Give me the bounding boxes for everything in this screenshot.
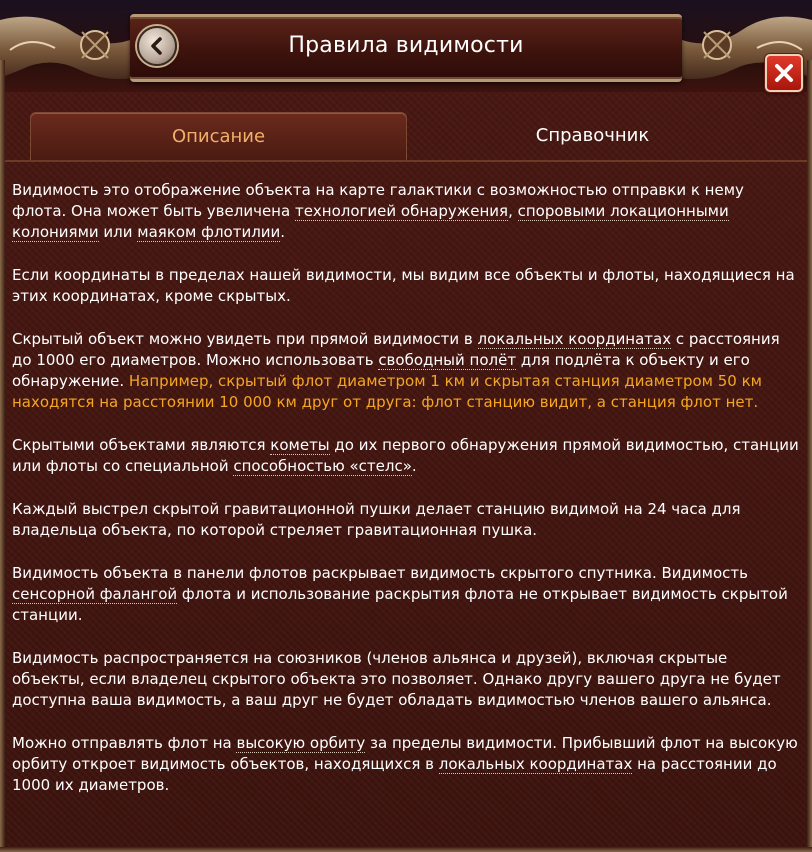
link-local-coordinates[interactable]: локальных координатах — [477, 330, 672, 348]
link-high-orbit[interactable]: высокую орбиту — [236, 734, 366, 752]
window-border-left — [0, 60, 5, 852]
paragraph-high-orbit — [12, 733, 802, 796]
paragraph-fleet-panel — [12, 563, 802, 626]
tab-divider — [5, 160, 807, 162]
paragraph-text: Можно отправлять флот на — [12, 734, 237, 752]
tab-description[interactable] — [30, 112, 407, 161]
paragraph-text: до их первого обнаружения прямой видимостью, станции или флоты со специальной — [12, 436, 799, 475]
tab-reference[interactable] — [405, 112, 780, 160]
window-title: Правила видимости — [288, 33, 524, 58]
link-local-coordinates-2[interactable]: локальных координатах — [438, 755, 633, 773]
link-flotilla-beacon[interactable]: маяком флотилии — [137, 223, 281, 241]
paragraph-text: . — [411, 457, 417, 475]
example-highlight: Например, скрытый флот диаметром 1 км и скрытая станция диаметром 50 км находятся на расстоянии 10 000 км друг от друга: флот станцию видит, а станция флот нет. — [12, 372, 762, 411]
tab-bar — [0, 112, 812, 162]
paragraph-visibility-definition — [12, 180, 802, 243]
paragraph-text: за пределы видимости. Прибывший флот на высокую орбиту откроет видимость объектов, находящихся в — [12, 734, 798, 773]
paragraph-text: Видимость объекта в панели флотов раскрывает видимость скрытого спутника. Видимость — [12, 564, 748, 582]
window-border-bottom — [0, 847, 812, 852]
paragraph-text: . — [280, 223, 286, 241]
close-button[interactable] — [765, 54, 803, 92]
link-comets[interactable]: кометы — [270, 436, 330, 454]
paragraph-text: на расстоянии до 1000 их диаметров. — [12, 755, 777, 794]
close-icon — [773, 62, 795, 84]
paragraph-hidden-object-types — [12, 435, 802, 477]
paragraph-text: , — [508, 202, 518, 220]
paragraph-allies-visibility: Видимость распространяется на союзников (членов альянса и друзей), включая скрытые объекты, если владелец скрытого объекта это позволяет. Однако другу вашего друга не будет доступна ваша видимость, а ваш друг не будет обладать видимостью членов вашего альянса. — [12, 649, 781, 709]
window-border-right — [807, 60, 812, 852]
paragraph-text: или — [98, 223, 138, 241]
paragraph-text: Скрытыми объектами являются — [12, 436, 271, 454]
paragraph-gravity-cannon: Каждый выстрел скрытой гравитационной пушки делает станцию видимой на 24 часа для владельца объекта, по которой стреляет гравитационная пушка. — [12, 500, 741, 539]
paragraph-text: для подлёта к объекту и его обнаружение. — [12, 351, 750, 390]
tab-reference-label: Справочник — [535, 125, 650, 146]
paragraph-text: с расстояния до 1000 его диаметров. Можно использовать — [12, 330, 780, 369]
paragraph-text: флота и использование раскрытия флота не открывает видимость скрытой станции. — [12, 585, 788, 624]
link-stealth-ability[interactable]: способностью «стелс» — [233, 457, 412, 475]
link-free-flight[interactable]: свободный полёт — [378, 351, 517, 369]
back-button[interactable] — [137, 26, 177, 66]
link-detection-technology[interactable]: технологией обнаружения — [294, 202, 509, 220]
paragraph-text: Скрытый объект можно увидеть при прямой видимости в — [12, 330, 478, 348]
tab-description-label: Описание — [171, 126, 266, 147]
header-ornament-left — [0, 0, 150, 90]
link-spore-location-colonies[interactable]: споровыми локационными колониями — [12, 202, 729, 241]
paragraph-hidden-objects — [12, 329, 802, 413]
back-arrow-icon — [147, 36, 167, 56]
description-content — [12, 180, 802, 840]
paragraph-text: Видимость это отображение объекта на карте галактики с возможностью отправки к нему флота. Она может быть увеличена — [12, 181, 744, 220]
link-sensor-phalanx[interactable]: сенсорной фалангой — [12, 585, 178, 603]
paragraph-coordinates-visibility: Если координаты в пределах нашей видимости, мы видим все объекты и флоты, находящиеся на этих координатах, кроме скрытых. — [12, 266, 795, 305]
